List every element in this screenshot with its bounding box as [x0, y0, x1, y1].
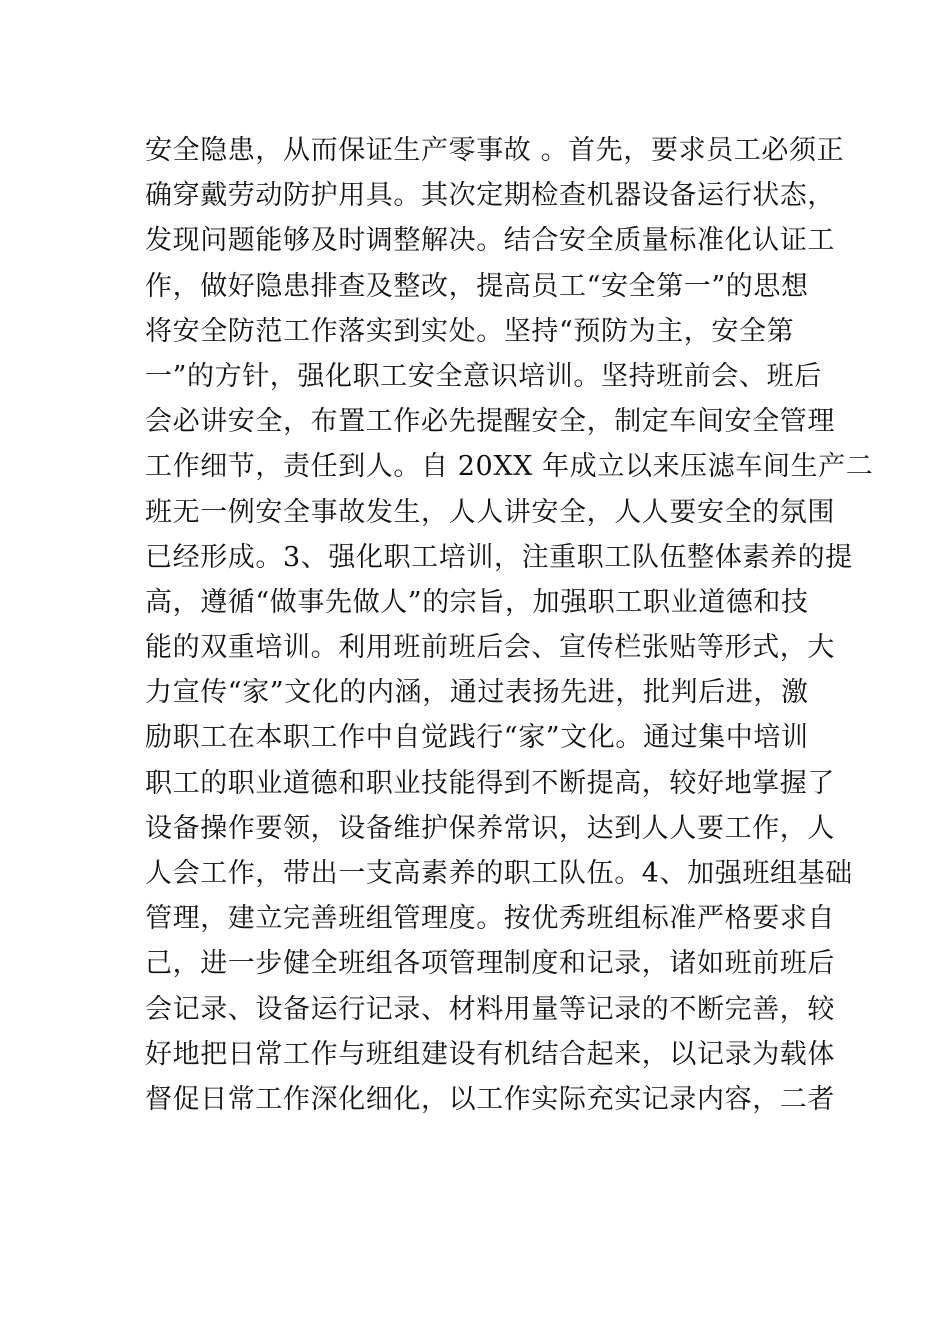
- text-line: 力宣传“家”文化的内涵，通过表扬先进，批判后进，激: [145, 677, 809, 709]
- text-line: 人会工作，带出一支高素养的职工队伍。4、加强班组基础: [145, 858, 853, 889]
- text-line: 作，做好隐患排查及整改，提高员工“安全第一”的思想: [145, 270, 809, 302]
- text-line: 督促日常工作深化细化，以工作实际充实记录内容，二者: [145, 1083, 835, 1115]
- text-line: 好地把日常工作与班组建设有机结合起来，以记录为载体: [145, 1038, 835, 1070]
- text-line: 职工的职业道德和职业技能得到不断提高，较好地掌握了: [145, 767, 835, 799]
- text-line: 班无一例安全事故发生，人人讲安全，人人要安全的氛围: [145, 496, 835, 528]
- text-line: 管理，建立完善班组管理度。按优秀班组标准严格要求自: [145, 903, 835, 935]
- text-line: 设备操作要领，设备维护保养常识，达到人人要工作，人: [145, 812, 835, 844]
- text-line: 将安全防范工作落实到实处。坚持“预防为主，安全第: [145, 315, 795, 347]
- text-line: 确穿戴劳动防护用具。其次定期检查机器设备运行状态，: [145, 180, 835, 212]
- body-text: [145, 128, 874, 1122]
- text-line: 安全隐患，从而保证生产零事故 。首先，要求员工必须正: [145, 135, 845, 166]
- text-line: 会记录、设备运行记录、材料用量等记录的不断完善，较: [145, 993, 835, 1025]
- text-line: 能的双重培训。利用班前班后会、宣传栏张贴等形式，大: [145, 632, 835, 664]
- text-line: 高，遵循“做事先做人”的宗旨，加强职工职业道德和技: [145, 586, 809, 618]
- text-line: 会必讲安全，布置工作必先提醒安全，制定车间安全管理: [145, 406, 835, 438]
- text-line: 己，进一步健全班组各项管理制度和记录，诸如班前班后: [145, 948, 835, 980]
- text-line: 发现问题能够及时调整解决。结合安全质量标准化认证工: [145, 225, 835, 257]
- text-line: 一”的方针，强化职工安全意识培训。坚持班前会、班后: [145, 360, 822, 392]
- text-line: 已经形成。3、强化职工培训，注重职工队伍整体素养的提: [145, 541, 853, 573]
- text-line: 工作细节，责任到人。自 20XX 年成立以来压滤车间生产二: [145, 451, 874, 483]
- text-line: 励职工在本职工作中自觉践行“家”文化。通过集中培训: [145, 722, 809, 754]
